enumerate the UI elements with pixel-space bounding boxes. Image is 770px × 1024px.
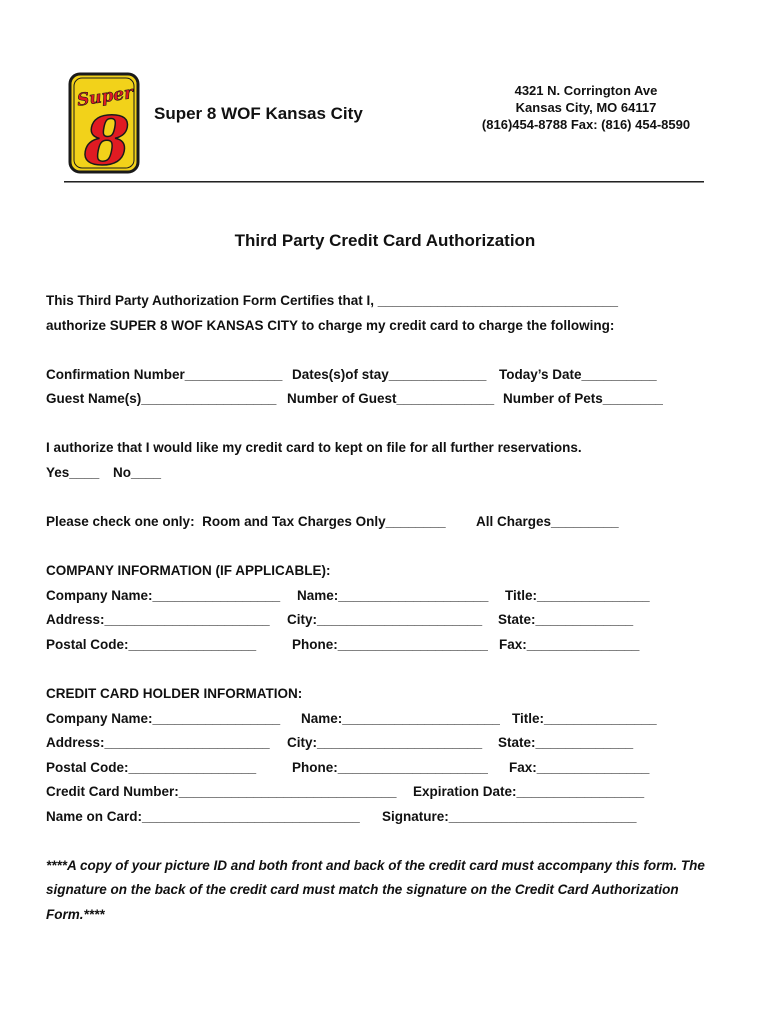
holder-title-field[interactable]: Title:_______________: [512, 711, 657, 726]
requirement-note-line-3: Form.****: [46, 907, 105, 922]
confirmation-number-field[interactable]: Confirmation Number_____________: [46, 367, 283, 382]
dates-of-stay-field[interactable]: Dates(s)of stay_____________: [292, 367, 487, 382]
number-of-pets-field[interactable]: Number of Pets________: [503, 391, 663, 406]
intro-line-1: This Third Party Authorization Form Certifies that I, ________________________________: [46, 293, 619, 308]
keep-on-file-no[interactable]: No____: [113, 465, 162, 480]
keep-on-file-question: I authorize that I would like my credit card to kept on file for all further reservations.: [46, 440, 582, 455]
address-line-2: Kansas City, MO 64117: [515, 100, 657, 115]
company-phone-field[interactable]: Phone:____________________: [292, 637, 488, 652]
holder-phone-field[interactable]: Phone:____________________: [292, 760, 488, 775]
svg-text:Super: Super: [75, 83, 135, 111]
all-charges-option[interactable]: All Charges_________: [476, 514, 619, 529]
intro-line-2: authorize SUPER 8 WOF KANSAS CITY to charge my credit card to charge the following:: [46, 318, 615, 333]
company-fax-field[interactable]: Fax:_______________: [499, 637, 640, 652]
number-of-guest-field[interactable]: Number of Guest_____________: [287, 391, 495, 406]
holder-address-field[interactable]: Address:______________________: [46, 735, 270, 750]
name-on-card-field[interactable]: Name on Card:_____________________________: [46, 809, 360, 824]
address-line-1: 4321 N. Corrington Ave: [514, 83, 658, 98]
holder-postal-code-field[interactable]: Postal Code:_________________: [46, 760, 257, 775]
form-title: Third Party Credit Card Authorization: [234, 231, 536, 250]
company-title-field[interactable]: Title:_______________: [505, 588, 650, 603]
company-address-field[interactable]: Address:______________________: [46, 612, 270, 627]
room-tax-charges-option[interactable]: Please check one only: Room and Tax Charges Only________: [46, 514, 446, 529]
guest-names-field[interactable]: Guest Name(s)__________________: [46, 391, 277, 406]
todays-date-field[interactable]: Today’s Date__________: [499, 367, 657, 382]
keep-on-file-yes[interactable]: Yes____: [46, 465, 100, 480]
holder-fax-field[interactable]: Fax:_______________: [509, 760, 650, 775]
requirement-note-line-1: ****A copy of your picture ID and both front and back of the credit card must accompany this form. The: [46, 858, 705, 873]
hotel-address: [470, 82, 702, 133]
company-postal-code-field[interactable]: Postal Code:_________________: [46, 637, 257, 652]
header-divider: [64, 181, 704, 183]
company-contact-name-field[interactable]: Name:____________________: [297, 588, 489, 603]
company-state-field[interactable]: State:_____________: [498, 612, 634, 627]
company-info-heading: COMPANY INFORMATION (IF APPLICABLE):: [46, 563, 331, 578]
card-holder-heading: CREDIT CARD HOLDER INFORMATION:: [46, 686, 303, 701]
signature-field[interactable]: Signature:_________________________: [382, 809, 637, 824]
requirement-note-line-2: signature on the back of the credit card must match the signature on the Credit Card Authorization: [46, 882, 679, 897]
holder-state-field[interactable]: State:_____________: [498, 735, 634, 750]
expiration-date-field[interactable]: Expiration Date:_________________: [413, 784, 645, 799]
company-name-field[interactable]: Company Name:_________________: [46, 588, 281, 603]
company-city-field[interactable]: City:______________________: [287, 612, 483, 627]
credit-card-number-field[interactable]: Credit Card Number:_____________________________: [46, 784, 397, 799]
phone-fax: (816)454-8788 Fax: (816) 454-8590: [481, 117, 691, 132]
holder-company-name-field[interactable]: Company Name:_________________: [46, 711, 281, 726]
super8-logo: [68, 72, 140, 174]
svg-text:8: 8: [84, 102, 130, 174]
holder-city-field[interactable]: City:______________________: [287, 735, 483, 750]
hotel-name: Super 8 WOF Kansas City: [154, 104, 363, 123]
holder-name-field[interactable]: Name:_____________________: [301, 711, 500, 726]
